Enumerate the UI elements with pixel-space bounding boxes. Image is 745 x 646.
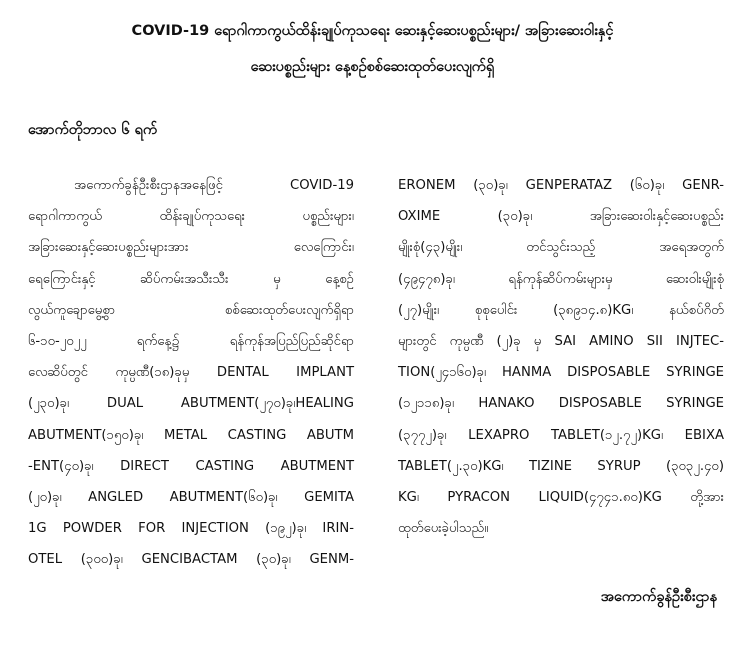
article-line: မျိုးစုံ(၄၃)မျိုး၊ တင်သွင်းသည့် အရေအတွက် xyxy=(398,240,724,256)
article-line: လွယ်ကူချောမွေ့စွာ စစ်ဆေးထုတ်ပေးလျက်ရှိရာ xyxy=(28,302,354,318)
article-line: KG၊ PYRACON LIQUID(၄၇၄၁.၈၀)KG တို့အား xyxy=(398,489,724,505)
article-line: 1G POWDER FOR INJECTION (၁၉၂)ခု၊ IRIN- xyxy=(28,521,354,537)
article-line: TION(၂၄၁၆၀)ခု၊ HANMA DISPOSABLE SYRINGE xyxy=(398,365,724,381)
article-line: (၁၂၁၁၈)ခု၊ HANAKO DISPOSABLE SYRINGE xyxy=(398,396,724,412)
article-line: (၃၇၇၂)ခု၊ LEXAPRO TABLET(၁၂.၇၂)KG၊ EBIXA xyxy=(398,427,724,443)
article-line: OTEL (၃၀၀)ခု၊ GENCIBACTAM (၃၀)ခု၊ GENM- xyxy=(28,552,354,568)
article-column-right xyxy=(398,170,724,544)
date-heading: အောက်တိုဘာလ ၆ ရက် xyxy=(28,122,158,138)
title-line-2: ဆေးပစ္စည်းများ နေ့စဉ်စစ်ဆေးထုတ်ပေးလျက်ရှိ xyxy=(250,59,495,75)
article-column-left xyxy=(28,170,354,575)
article-line: အကောက်ခွန်ဦးစီးဌာနအနေဖြင့် COVID-19 xyxy=(74,178,354,193)
article-line: -ENT(၄၀)ခု၊ DIRECT CASTING ABUTMENT xyxy=(28,458,354,474)
signature: အကောက်ခွန်ဦးစီးဌာန xyxy=(600,589,717,605)
article-line: အခြားဆေးနှင့်ဆေးပစ္စည်းများအား လေကြောင်း၊ xyxy=(28,240,354,256)
article-line: OXIME (၃၀)ခု၊ အခြားဆေးဝါးနှင့်ဆေးပစ္စည်း xyxy=(398,209,724,225)
article-line: လေဆိပ်တွင် ကုမ္ပဏီ(၁၈)ခုမှ DENTAL IMPLANT xyxy=(28,365,354,381)
article-line: (၂၃၀)ခု၊ DUAL ABUTMENT(၂၇၀)ခု၊HEALING xyxy=(28,396,354,412)
article-line-last: ထုတ်ပေးခဲ့ပါသည်။ xyxy=(398,521,489,537)
article-line: ၆-၁၀-၂၀၂၂ ရက်နေ့၌ ရန်ကုန်အပြည်ပြည်ဆိုင်ရာ xyxy=(28,333,354,349)
article-line: (၂၇)မျိုး၊ စုစုပေါင်း (၃၈၉၁၄.၈)KG၊ နယ်စပ်ဂိတ် xyxy=(398,302,724,318)
article-line: TABLET(၂.၃၀)KG၊ TIZINE SYRUP (၃၀၃၂.၄၀) xyxy=(398,458,724,474)
article-line: များတွင် ကုမ္ပဏီ (၂)ခု မှ SAI AMINO SII INJTEC- xyxy=(398,333,724,349)
article-line: (၄၉၄၇၈)ခု၊ ရန်ကုန်ဆိပ်ကမ်းများမှ ဆေးဝါးမျိုးစုံ xyxy=(398,271,724,287)
article-line: ABUTMENT(၁၅၀)ခု၊ METAL CASTING ABUTM xyxy=(28,427,354,443)
article-line: ရောဂါကာကွယ် ထိန်းချုပ်ကုသရေး ပစ္စည်းများ၊ xyxy=(28,209,354,225)
article-line: ရေကြောင်းနှင့် ဆိပ်ကမ်းအသီးသီး မှ နေ့စဉ် xyxy=(28,271,354,287)
article-line: ERONEM (၃၀)ခု၊ GENPERATAZ (၆၀)ခု၊ GENR- xyxy=(398,178,724,193)
title-line-1: COVID-19 ရောဂါကာကွယ်ထိန်းချုပ်ကုသရေး ဆေးနှင့်ဆေးပစ္စည်းများ/ အခြားဆေးဝါးနှင့် xyxy=(131,23,614,39)
article-line: (၂၀)ခု၊ ANGLED ABUTMENT(၆၀)ခု၊ GEMITA xyxy=(28,489,354,505)
